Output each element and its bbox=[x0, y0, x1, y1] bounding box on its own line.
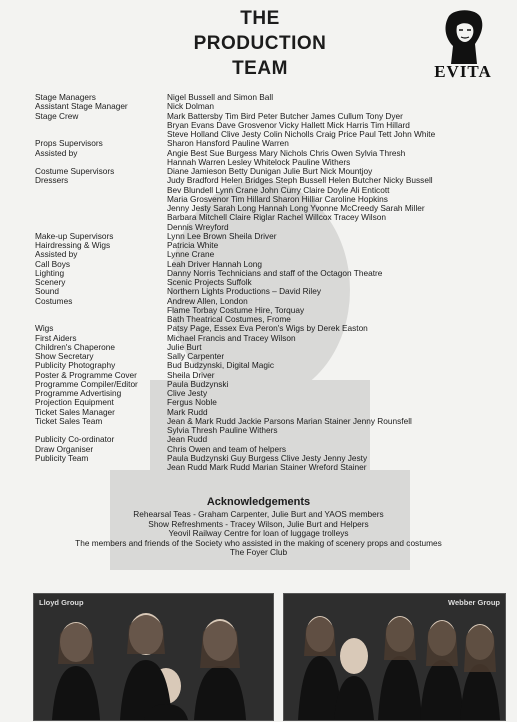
credit-role: Publicity Team bbox=[35, 452, 89, 463]
credit-role: Costumes bbox=[35, 295, 73, 306]
acknowledgements-text bbox=[0, 510, 517, 558]
credit-role bbox=[35, 186, 167, 195]
credit-row bbox=[35, 213, 513, 222]
credit-role bbox=[35, 463, 167, 472]
credit-role: Props Supervisors bbox=[35, 138, 103, 149]
credit-names: Sharon Hansford Pauline Warren bbox=[167, 139, 289, 149]
credit-role: Draw Organiser bbox=[35, 443, 94, 454]
credit-row bbox=[35, 260, 513, 269]
credit-names: Bryan Evans Dave Grosvenor Vicky Hallett Mick Harris Tim Hillard bbox=[167, 120, 410, 130]
credit-row bbox=[35, 269, 513, 278]
title-line-3: TEAM bbox=[232, 58, 288, 79]
credit-names: Michael Francis and Tracey Wilson bbox=[167, 333, 296, 343]
credit-role: Programme Compiler/Editor bbox=[35, 378, 138, 389]
page-title bbox=[130, 6, 390, 81]
credit-names: Chris Owen and team of helpers bbox=[167, 444, 286, 454]
credit-role: Scenery bbox=[35, 277, 66, 287]
credit-role: Children's Chaperone bbox=[35, 341, 115, 352]
credit-row bbox=[35, 102, 513, 111]
acknowledgement-line: Yeovil Railway Centre for loan of luggage trolleys bbox=[168, 528, 349, 539]
credit-names: Paula Budzynski bbox=[167, 379, 229, 389]
eva-peron-portrait-icon bbox=[415, 8, 511, 64]
credit-role bbox=[35, 315, 167, 324]
credit-names: Jean Rudd bbox=[167, 435, 208, 445]
credit-role: Publicity Photography bbox=[35, 360, 116, 371]
credit-role: Ticket Sales Manager bbox=[35, 406, 115, 417]
credit-names: Jean & Mark Rudd Jackie Parsons Marian Stainer Jenny Rounsfell bbox=[167, 416, 412, 426]
credit-row bbox=[35, 204, 513, 213]
credit-row bbox=[35, 408, 513, 417]
credit-names: Sally Carpenter bbox=[167, 352, 225, 361]
credit-role: Ticket Sales Team bbox=[35, 415, 103, 426]
credit-row bbox=[35, 149, 513, 158]
credit-names: Andrew Allen, London bbox=[167, 296, 248, 306]
credit-row bbox=[35, 306, 513, 315]
credit-role: Call Boys bbox=[35, 258, 71, 269]
credit-row bbox=[35, 445, 513, 454]
credit-row bbox=[35, 176, 513, 185]
credit-names: Bath Theatrical Costumes, Frome bbox=[167, 315, 291, 324]
credit-row bbox=[35, 250, 513, 259]
credit-role: Poster & Programme Cover bbox=[35, 369, 137, 380]
credit-row bbox=[35, 278, 513, 287]
credit-role bbox=[35, 195, 167, 204]
credit-role: Stage Managers bbox=[35, 92, 96, 102]
credit-role: Lighting bbox=[35, 267, 65, 278]
credit-role: Sound bbox=[35, 286, 59, 297]
credit-row bbox=[35, 130, 513, 139]
credits-list bbox=[35, 93, 513, 472]
credit-role bbox=[35, 121, 167, 130]
credit-role: Costume Supervisors bbox=[35, 166, 115, 176]
credit-row bbox=[35, 463, 513, 472]
lloyd-group-photo bbox=[33, 593, 274, 721]
credit-row bbox=[35, 241, 513, 250]
credit-role: Make-up Supervisors bbox=[35, 230, 114, 241]
credit-names: Fergus Noble bbox=[167, 398, 217, 408]
credit-row bbox=[35, 435, 513, 444]
credit-role: Programme Advertising bbox=[35, 388, 122, 398]
credit-role: Assisted by bbox=[35, 249, 78, 260]
credit-role bbox=[35, 306, 167, 315]
credit-row bbox=[35, 121, 513, 130]
credit-row bbox=[35, 112, 513, 121]
credit-names: Paula Budzynski Guy Burgess Clive Jesty Jenny Jesty bbox=[167, 453, 368, 463]
credit-names: Flame Torbay Costume Hire, Torquay bbox=[167, 305, 305, 315]
credit-names: Danny Norris Technicians and staff of the Octagon Theatre bbox=[167, 268, 383, 278]
credit-row bbox=[35, 287, 513, 296]
credit-role bbox=[35, 204, 167, 213]
acknowledgement-line: The Foyer Club bbox=[229, 547, 288, 558]
credit-role: Wigs bbox=[35, 323, 54, 334]
credit-role: Hairdressing & Wigs bbox=[35, 240, 111, 250]
credit-role: Assistant Stage Manager bbox=[35, 101, 128, 112]
credit-role bbox=[35, 213, 167, 222]
credit-role: Publicity Co-ordinator bbox=[35, 434, 115, 445]
credit-names: Patsy Page, Essex Eva Peron's Wigs by Derek Easton bbox=[167, 324, 368, 334]
credit-names: Lynn Lee Brown Sheila Driver bbox=[167, 231, 277, 241]
webber-group-label: Webber Group bbox=[448, 598, 500, 607]
credit-row bbox=[35, 139, 513, 148]
credit-names: Judy Bradford Helen Bridges Steph Bussell Helen Butcher Nicky Bussell bbox=[167, 176, 433, 186]
credit-names: Sylvia Thresh Pauline Withers bbox=[167, 426, 278, 435]
credit-names: Scenic Projects Suffolk bbox=[167, 278, 252, 287]
group-photo-image bbox=[34, 594, 273, 720]
credit-names: Leah Driver Hannah Long bbox=[167, 259, 263, 269]
lloyd-group-label: Lloyd Group bbox=[39, 598, 84, 607]
credit-names: Patricia White bbox=[167, 241, 219, 250]
credit-names: Julie Burt bbox=[167, 342, 202, 352]
acknowledgement-line: The members and friends of the Society who assisted in the making of scenery props and costumes bbox=[75, 537, 442, 548]
credit-names: Angie Best Sue Burgess Mary Nichols Chris Owen Sylvia Thresh bbox=[167, 148, 406, 158]
credit-names: Clive Jesty bbox=[167, 389, 208, 398]
acknowledgements-heading: Acknowledgements bbox=[206, 496, 311, 508]
credit-row bbox=[35, 343, 513, 352]
credit-row bbox=[35, 315, 513, 324]
credit-names: Mark Battersby Tim Bird Peter Butcher James Cullum Tony Dyer bbox=[167, 111, 403, 121]
credit-names: Hannah Warren Lesley Whitelock Pauline Withers bbox=[167, 157, 351, 167]
credit-names: Steve Holland Clive Jesty Colin Nicholls Craig Price Paul Tett John White bbox=[167, 130, 436, 139]
credit-names: Nick Dolman bbox=[167, 102, 215, 112]
credit-names: Bev Blundell Lynn Crane John Curry Claire Doyle Ali Enticott bbox=[167, 185, 390, 195]
title-line-2: PRODUCTION bbox=[193, 33, 327, 54]
credit-names: Maria Grosvenor Tim Hillard Sharon Hilliar Caroline Hopkins bbox=[167, 194, 388, 204]
credit-names: Lynne Crane bbox=[167, 250, 215, 260]
credit-row bbox=[35, 167, 513, 176]
credit-row bbox=[35, 417, 513, 426]
credit-role: Show Secretary bbox=[35, 351, 94, 361]
credit-names: Sheila Driver bbox=[167, 370, 215, 380]
credit-names: Barbara Mitchell Claire Riglar Rachel Willcox Tracey Wilson bbox=[167, 213, 387, 223]
group-photo-image bbox=[284, 594, 505, 720]
credit-names: Northern Lights Productions – David Riley bbox=[167, 287, 322, 297]
evita-logo bbox=[415, 8, 511, 82]
credit-role: Stage Crew bbox=[35, 110, 79, 121]
acknowledgement-line: Rehearsal Teas - Graham Carpenter, Julie Burt and YAOS members bbox=[133, 509, 384, 519]
credit-names: Diane Jamieson Betty Dunigan Julie Burt Nick Mountjoy bbox=[167, 167, 373, 176]
credit-names: Nigel Bussell and Simon Ball bbox=[167, 93, 274, 102]
credit-names: Bud Budzynski, Digital Magic bbox=[167, 361, 274, 371]
credit-role: Dressers bbox=[35, 175, 69, 186]
credit-role: First Aiders bbox=[35, 332, 77, 343]
credit-names: Mark Rudd bbox=[167, 407, 208, 417]
credit-names: Jenny Jesty Sarah Long Hannah Long Yvonne McCreedy Sarah Miller bbox=[167, 204, 425, 213]
credit-row bbox=[35, 195, 513, 204]
credit-role: Assisted by bbox=[35, 147, 78, 158]
title-line-1: THE bbox=[240, 8, 280, 29]
credit-row bbox=[35, 186, 513, 195]
logo-text: EVITA bbox=[434, 62, 492, 81]
credit-row bbox=[35, 297, 513, 306]
credit-names: Dennis Wreyford bbox=[167, 222, 229, 232]
acknowledgement-line: Show Refreshments - Tracey Wilson, Julie Burt and Helpers bbox=[148, 518, 369, 529]
credit-row bbox=[35, 454, 513, 463]
credit-names: Jean Rudd Mark Rudd Marian Stainer Wreford Stainer bbox=[167, 463, 367, 472]
credit-row bbox=[35, 324, 513, 333]
webber-group-photo bbox=[283, 593, 506, 721]
credit-role: Projection Equipment bbox=[35, 397, 114, 408]
